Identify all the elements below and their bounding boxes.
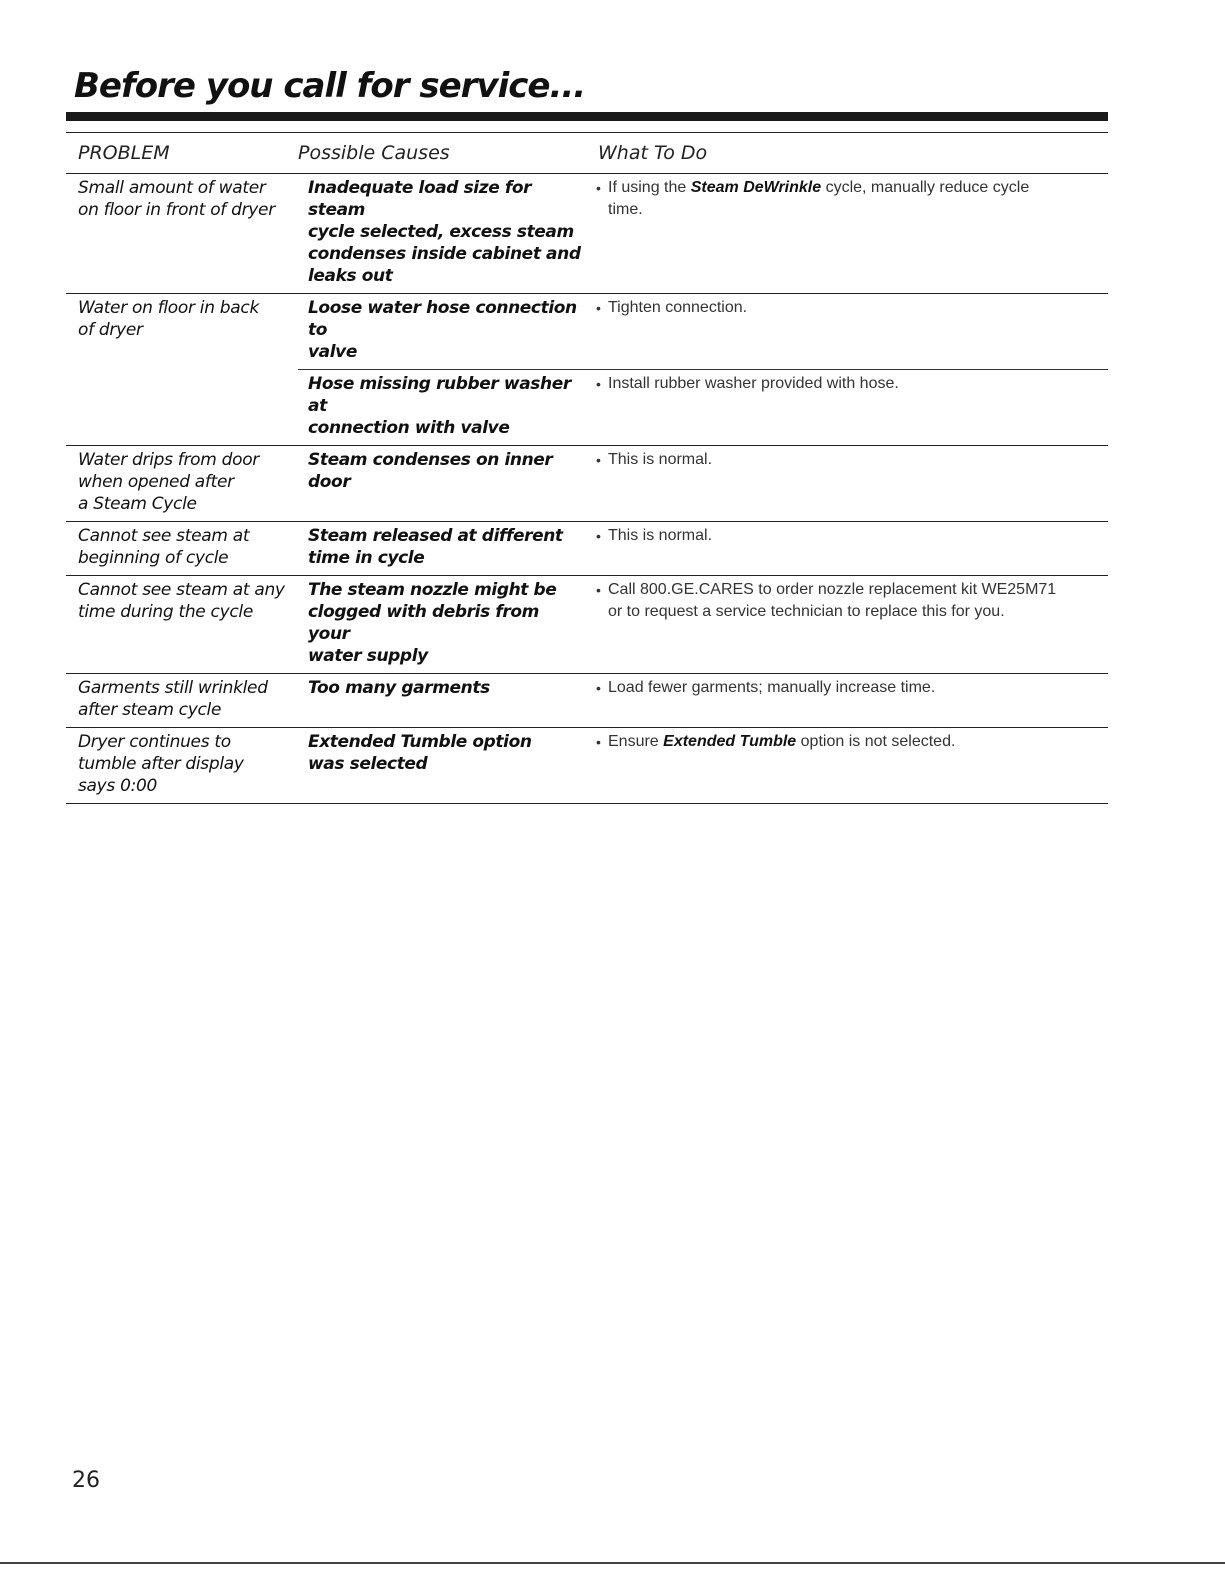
- bullet-icon: •: [596, 452, 601, 468]
- header-problem: PROBLEM: [78, 142, 170, 164]
- todo-text-tail: option is not selected.: [796, 733, 956, 750]
- page-title: Before you call for service...: [74, 66, 586, 106]
- todo-text: [608, 677, 1100, 699]
- table-row: [66, 728, 1108, 804]
- todo-text-lead: This is normal.: [608, 527, 713, 544]
- cause-cell: Loose water hose connection to valve: [308, 298, 577, 362]
- todo-text-lead: If using the: [608, 179, 691, 196]
- table-row: [66, 174, 1108, 294]
- bullet-icon: •: [596, 680, 601, 696]
- cause-row: [298, 728, 1108, 781]
- todo-cell: [588, 674, 1108, 705]
- table-body: [66, 174, 1108, 804]
- causes-group: [298, 294, 1108, 445]
- problem-cell: Cannot see steam at beginning of cycle: [78, 526, 250, 568]
- todo-text-lead: Load fewer garments; manually increase time.: [608, 679, 936, 696]
- cause-row: [298, 446, 1108, 499]
- todo-text-lead: Install rubber washer provided with hose.: [608, 375, 899, 392]
- todo-cell: [588, 370, 1108, 445]
- todo-text-lead: This is normal.: [608, 451, 713, 468]
- table-row: [66, 522, 1108, 576]
- cause-cell: Extended Tumble option was selected: [308, 732, 532, 774]
- bullet-icon: •: [596, 582, 601, 598]
- problem-cell: Dryer continues to tumble after display says 0:00: [78, 732, 244, 796]
- cause-cell: Inadequate load size for steam cycle selected, excess steam condenses inside cabinet and leaks out: [308, 178, 581, 286]
- todo-cell: [588, 522, 1108, 575]
- todo-cell: [588, 576, 1108, 673]
- cause-row: [298, 294, 1108, 369]
- todo-text: [608, 449, 1100, 471]
- bullet-icon: •: [596, 300, 601, 316]
- table-row: [66, 294, 1108, 446]
- cause-row: [298, 576, 1108, 673]
- todo-cell: [588, 294, 1108, 369]
- todo-text: [608, 731, 1100, 753]
- causes-group: [298, 576, 1108, 673]
- cause-cell: Steam condenses on inner door: [308, 450, 553, 492]
- bullet-icon: •: [596, 734, 601, 750]
- todo-cell: [588, 728, 1108, 781]
- header-causes: Possible Causes: [298, 142, 450, 164]
- cause-cell: The steam nozzle might be clogged with debris from your water supply: [308, 580, 557, 666]
- todo-text-tail: cycle, manually reduce cycle time.: [608, 179, 1030, 218]
- cause-cell: Hose missing rubber washer at connection with valve: [308, 374, 571, 438]
- todo-text: [608, 297, 1100, 319]
- bullet-icon: •: [596, 528, 601, 544]
- cause-row: [298, 369, 1108, 445]
- todo-cell: [588, 174, 1108, 293]
- bottom-rule: [0, 1562, 1225, 1564]
- causes-group: [298, 174, 1108, 293]
- table-row: [66, 446, 1108, 522]
- causes-group: [298, 728, 1108, 803]
- bullet-icon: •: [596, 180, 601, 196]
- bullet-icon: •: [596, 376, 601, 392]
- causes-group: [298, 446, 1108, 521]
- table-row: [66, 674, 1108, 728]
- todo-cell: [588, 446, 1108, 499]
- causes-group: [298, 522, 1108, 575]
- problem-cell: Water on floor in back of dryer: [78, 298, 259, 340]
- todo-text: [608, 373, 1100, 395]
- title-rule: [66, 112, 1108, 121]
- problem-cell: Water drips from door when opened after a Steam Cycle: [78, 450, 259, 514]
- todo-text: [608, 579, 1100, 623]
- todo-text: [608, 525, 1100, 547]
- table-header: [66, 133, 1108, 174]
- todo-text-lead: Call 800.GE.CARES to order nozzle replacement kit WE25M71 or to request a service technician to replace this for you.: [608, 581, 1057, 620]
- todo-text-lead: Tighten connection.: [608, 299, 748, 316]
- page-number: 26: [72, 1468, 100, 1493]
- table-row: [66, 576, 1108, 674]
- todo-emphasis: Extended Tumble: [663, 733, 797, 750]
- causes-group: [298, 674, 1108, 727]
- header-todo: What To Do: [598, 142, 708, 164]
- todo-emphasis: Steam DeWrinkle: [690, 179, 822, 196]
- cause-cell: Steam released at different time in cycle: [308, 526, 563, 568]
- problem-cell: Cannot see steam at any time during the cycle: [78, 580, 285, 622]
- troubleshooting-table: [66, 132, 1108, 804]
- cause-row: [298, 674, 1108, 705]
- problem-cell: Small amount of water on floor in front of dryer: [78, 178, 275, 220]
- cause-row: [298, 174, 1108, 293]
- cause-cell: Too many garments: [308, 678, 490, 698]
- problem-cell: Garments still wrinkled after steam cycle: [78, 678, 268, 720]
- cause-row: [298, 522, 1108, 575]
- todo-text-lead: Ensure: [608, 733, 664, 750]
- todo-text: [608, 177, 1100, 221]
